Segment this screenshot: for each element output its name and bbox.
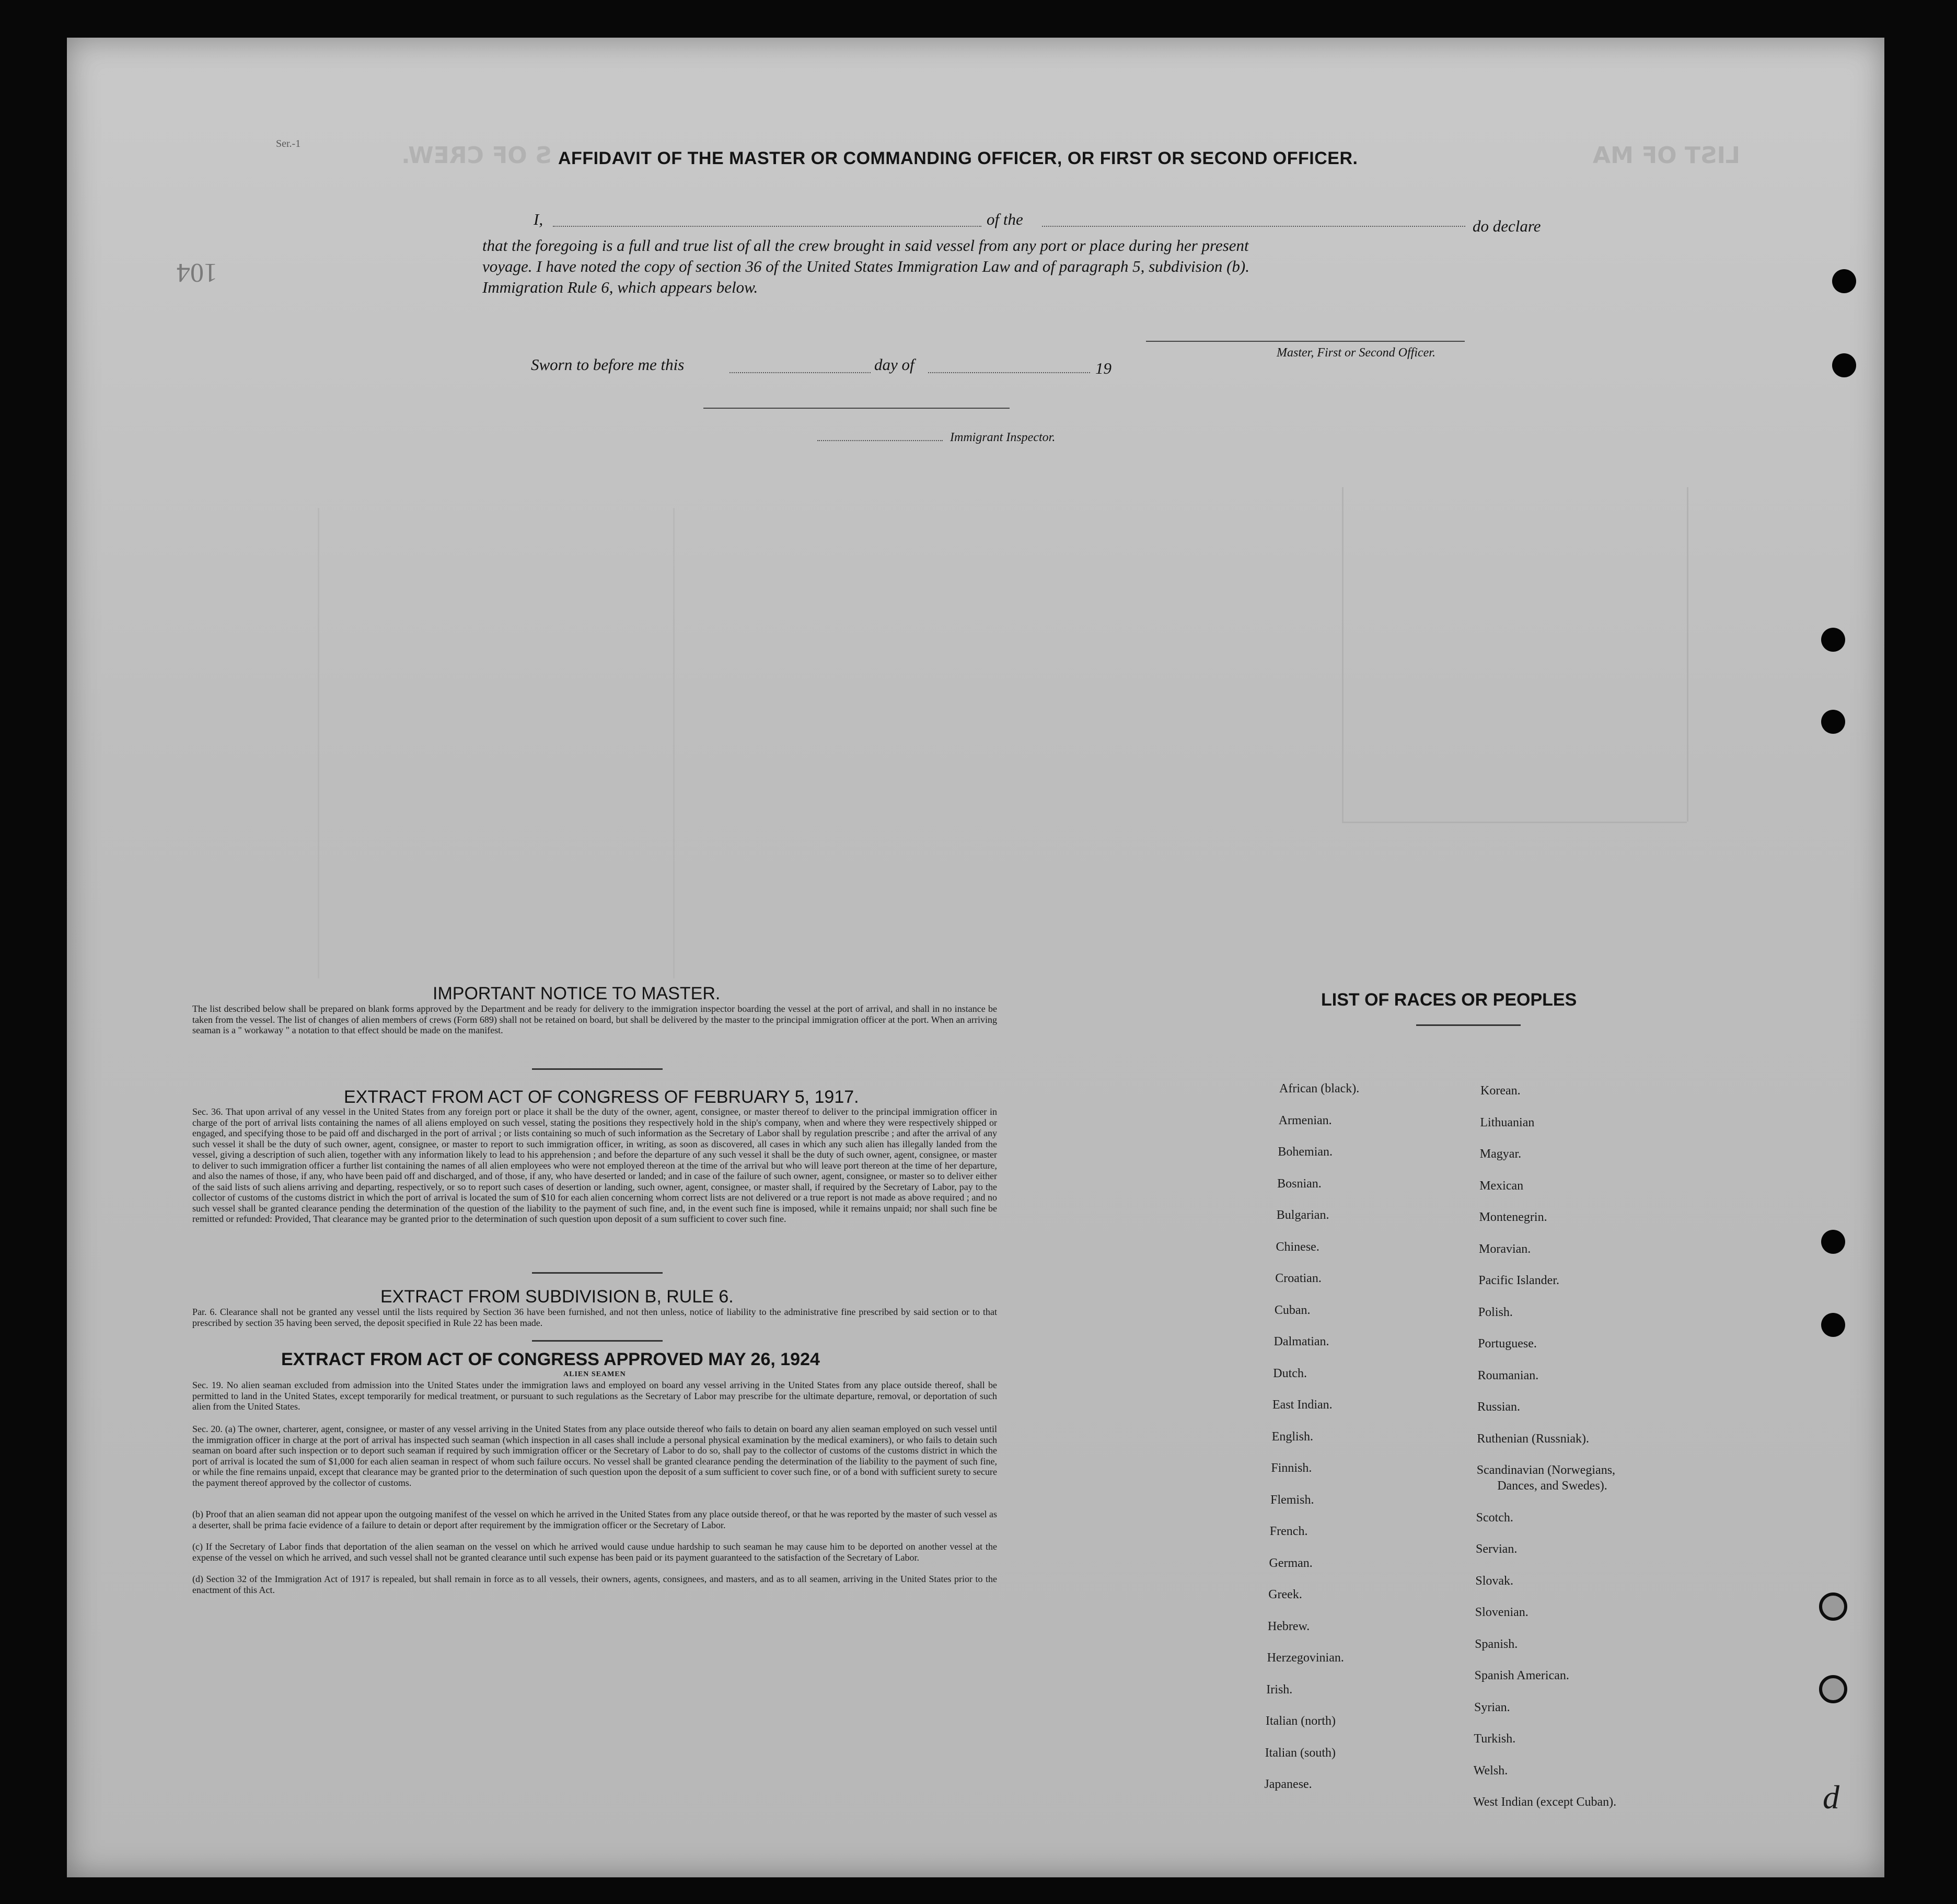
race-left-item: Japanese.: [1264, 1778, 1312, 1791]
race-right-item: Turkish.: [1474, 1732, 1516, 1746]
binder-hole-2: [1832, 353, 1856, 377]
race-right-item: Russian.: [1477, 1400, 1521, 1414]
race-right-item: Dances, and Swedes).: [1497, 1479, 1607, 1493]
race-left-item: Finnish.: [1271, 1461, 1312, 1475]
race-right-item: Scandinavian (Norwegians,: [1476, 1463, 1616, 1477]
race-left-item: Bohemian.: [1278, 1145, 1333, 1159]
extract-1924-sec20d: (d) Section 32 of the Immigration Act of 1917 is repealed, but shall remain in force as to all vessels, their owners, agents, consignees, and masters, and as to all seamen, arriving in the United States prior to the enactment of this Act.: [192, 1574, 997, 1595]
affidavit-statement-line2: voyage. I have noted the copy of section 36 of the United States Immigration Law and of paragraph 5, subdivision (b).: [482, 257, 1249, 275]
race-right-item: Magyar.: [1479, 1147, 1522, 1161]
notice-divider: [532, 1068, 663, 1070]
race-left-item: French.: [1269, 1525, 1308, 1538]
sworn-day-field[interactable]: [729, 372, 871, 373]
affidavit-statement-line3: Immigration Rule 6, which appears below.: [482, 278, 758, 296]
master-signature-line[interactable]: [1146, 341, 1465, 342]
extract-1924-sec20b: (b) Proof that an alien seaman did not appear upon the outgoing manifest of the vessel on which he arrived in the United States from any place outside thereof, or that he was reported by the master of such vessel as a deserter, shall be prima facie evidence of a failure to detain or deport after requirement by the immigration officer or the Secretary of Labor.: [192, 1509, 997, 1530]
binder-hole-3: [1821, 628, 1845, 652]
race-right-item: Slovenian.: [1475, 1606, 1528, 1619]
race-right-item: Syrian.: [1474, 1700, 1510, 1714]
race-right-item: Pacific Islander.: [1478, 1274, 1559, 1287]
bleed-through-rule-5: [673, 508, 675, 978]
race-right-item: Slovak.: [1475, 1574, 1514, 1588]
race-left-item: African (black).: [1279, 1082, 1360, 1095]
race-left-item: Dalmatian.: [1273, 1335, 1329, 1348]
affidavit-of-the: of the: [987, 210, 1023, 228]
bleed-through-rule-4: [318, 508, 319, 978]
affidavit-name-field[interactable]: [553, 226, 981, 227]
race-right-item: Servian.: [1476, 1542, 1518, 1556]
extract-1924-subheading: ALIEN SEAMEN: [563, 1370, 626, 1378]
binder-hole-6: [1821, 1313, 1845, 1337]
sworn-year-prefix: 19: [1095, 359, 1111, 377]
race-left-item: Hebrew.: [1267, 1619, 1310, 1633]
race-left-item: Bulgarian.: [1276, 1208, 1329, 1222]
race-right-item: Polish.: [1478, 1305, 1513, 1319]
extract-1924-sec20c: (c) If the Secretary of Labor finds that deportation of the alien seaman on the vessel on which he arrived would cause undue hardship to such seaman he may cause him to be deported on another vessel at the expense of the vessel on which he arrived, and such vessel shall not be granted clearance until such expense has been paid or its payment guaranteed to the satisfaction of the Secretary of Labor.: [192, 1541, 997, 1563]
sworn-text: Sworn to before me this: [531, 355, 685, 374]
bottom-right-handwritten-mark: d: [1823, 1779, 1839, 1816]
race-right-item: Scotch.: [1476, 1510, 1513, 1525]
race-right-item: Korean.: [1480, 1084, 1521, 1098]
race-right-item: Spanish American.: [1474, 1669, 1569, 1682]
race-left-item: Flemish.: [1270, 1493, 1314, 1507]
race-right-item: Portuguese.: [1478, 1337, 1537, 1351]
affidavit-statement-line1: that the foregoing is a full and true list of all the crew brought in said vessel from any port or place during her present: [482, 236, 1249, 255]
race-right-item: Welsh.: [1473, 1763, 1508, 1778]
affidavit-vessel-field[interactable]: [1042, 226, 1465, 227]
race-left-item: Croatian.: [1275, 1272, 1322, 1285]
race-left-item: English.: [1271, 1429, 1314, 1444]
inspector-signature-line[interactable]: [703, 408, 1010, 409]
affidavit-heading: AFFIDAVIT OF THE MASTER OR COMMANDING OFFICER, OR FIRST OR SECOND OFFICER.: [558, 148, 1358, 168]
race-left-item: Dutch.: [1273, 1366, 1307, 1380]
corner-mark: Ser.-1: [276, 138, 301, 149]
inspector-label: Immigrant Inspector.: [950, 431, 1056, 444]
sworn-month-field[interactable]: [928, 372, 1090, 373]
bleed-through-heading-2: S OF CREW.: [401, 142, 552, 169]
extract-rule6-heading: EXTRACT FROM SUBDIVISION B, RULE 6.: [380, 1287, 734, 1307]
race-left-item: Bosnian.: [1277, 1176, 1322, 1191]
affidavit-do-declare: do declare: [1473, 217, 1541, 235]
inspector-dotted-line: [817, 440, 943, 441]
extract-1924-sec20a: Sec. 20. (a) The owner, charterer, agent, consignee, or master of any vessel arriving in the United States from any place outside thereof who fails to detain on board any alien seaman employed on such vessel until the immigration officer in charge at the port of arrival has inspected such seaman (which inspection in all cases shall include a personal physical examination by the medical examiners), or who fails to detain such seaman on board after such inspection or to deport such seaman if required by such immigration officer or the Secretary of Labor to do so, shall pay to the collector of customs of the customs district in which the port of arrival is located the sum of $1,000 for each alien seaman in respect of whom such failure occurs. No vessel shall be granted clearance pending the determination of the liability to the payment of such fine, or while the fine remains unpaid, except that clearance may be granted prior to the determination of such question upon the deposit of a sum sufficient to cover such fine, or of a bond with sufficient surety to secure the payment thereof approved by the collector of customs.: [192, 1424, 997, 1488]
race-right-item: Montenegrin.: [1479, 1210, 1547, 1224]
race-left-item: Chinese.: [1276, 1240, 1319, 1254]
bleed-through-rule-3: [1342, 822, 1687, 823]
race-right-item: Spanish.: [1475, 1637, 1518, 1651]
binder-hole-5: [1821, 1230, 1845, 1254]
races-heading: LIST OF RACES OR PEOPLES: [1321, 990, 1577, 1010]
race-right-item: Ruthenian (Russniak).: [1477, 1432, 1590, 1446]
document-page: [67, 38, 1884, 1877]
bleed-through-rule-2: [1342, 487, 1344, 822]
affidavit-line-i: I,: [534, 210, 543, 228]
extract-1917-heading: EXTRACT FROM ACT OF CONGRESS OF FEBRUARY 5, 1917.: [344, 1087, 859, 1107]
binder-hole-1: [1832, 269, 1856, 293]
race-left-item: Italian (south): [1265, 1746, 1336, 1760]
binder-hole-4: [1821, 710, 1845, 734]
race-right-item: Lithuanian: [1480, 1115, 1535, 1129]
extract-1924-heading: EXTRACT FROM ACT OF CONGRESS APPROVED MAY 26, 1924: [281, 1349, 820, 1369]
binder-hole-8: [1819, 1675, 1847, 1703]
extract-1924-sec19: Sec. 19. No alien seaman excluded from admission into the United States under the immigration laws and employed on board any vessel arriving in the United States from any place outside thereof, shall be permitted to land in the United States, except temporarily for medical treatment, or pursuant to such regulations as the Secretary of Labor may prescribe for the ultimate departure, removal, or deportation of such alien from the United States.: [192, 1380, 997, 1412]
master-signature-label: Master, First or Second Officer.: [1277, 346, 1435, 360]
races-divider: [1416, 1024, 1521, 1026]
extract-rule6-divider: [532, 1340, 663, 1342]
sworn-day-of: day of: [874, 355, 914, 374]
race-left-item: Cuban.: [1274, 1303, 1311, 1317]
race-right-item: Mexican: [1479, 1179, 1524, 1193]
notice-body: The list described below shall be prepared on blank forms approved by the Department and be ready for delivery to the immigration inspector boarding the vessel at the port of arrival, and shall in no instance be taken from the vessel. The list of changes of alien members of crews (Form 689) shall not be retained on board, but shall be delivered by the master to the principal immigration officer at the port. When an arriving seaman is a " workaway " a notation to that effect should be made on the manifest.: [192, 1003, 997, 1035]
binder-hole-7: [1819, 1593, 1847, 1621]
bleed-through-heading: LIST OF MA: [1593, 142, 1741, 169]
race-right-item: West Indian (except Cuban).: [1473, 1795, 1617, 1809]
race-left-item: Irish.: [1266, 1682, 1293, 1697]
extract-1917-body: Sec. 36. That upon arrival of any vessel in the United States from any foreign port or place it shall be the duty of the owner, agent, consignee, or master thereof to deliver to the principal immigration officer in charge of the port of arrival lists containing the names of all aliens employed on such vessel, stating the positions they respectively hold in the ship's company, when and where they were respectively shipped or engaged, and specifying those to be paid off and discharged in the port of arrival ; or lists containing so much of such information as the Secretary of Labor shall by regulation prescribe ; and after the arrival of any such vessel it shall be the duty of such owner, agent, consignee, or master to report to such immigration officer, in writing, as soon as discovered, all cases in which any such alien has illegally landed from the vessel, giving a description of such alien, together with any information likely to lead to his apprehension ; and before the departure of any such vessel it shall be the duty of such owner, agent, consignee, or master to deliver to such immigration officer a further list containing the names of all alien employees who were not employed thereon at the time of the arrival but who will leave port thereon at the time of her departure, and also the names of those, if any, who have been paid off and discharged, and of those, if any, who have deserted or landed; and in case of the failure of such owner, agent, consignee, or master so to deliver either of the said lists of such aliens arriving and departing, respectively, or so to report such cases of desertion or landing, such owner, agent, consignee, or master shall, if required by the Secretary of Labor, pay to the collector of customs of the customs district in which the port of arrival is located the sum of $10 for each alien concerning whom correct lists are not delivered or a true report is not made as above required ; and no such vessel shall be granted clearance pending the determination of the question of the liability to the payment of such fine, and, in the event such fine is imposed, while it remains unpaid; nor shall such fine be remitted or refunded: Provided, That clearance may be granted prior to the determination of such question upon deposit of a sum sufficient to cover such fine.: [192, 1106, 997, 1224]
extract-1917-divider: [532, 1272, 663, 1274]
race-right-item: Moravian.: [1479, 1242, 1531, 1256]
race-left-item: East Indian.: [1272, 1398, 1333, 1412]
race-left-item: Herzegovinian.: [1267, 1651, 1344, 1665]
notice-heading: IMPORTANT NOTICE TO MASTER.: [433, 984, 721, 1003]
race-right-item: Roumanian.: [1477, 1368, 1539, 1382]
race-left-item: Armenian.: [1278, 1113, 1332, 1127]
page-number-left: 104: [177, 258, 217, 287]
extract-rule6-body: Par. 6. Clearance shall not be granted any vessel until the lists required by Section 36 have been furnished, and not then unless, notice of liability to the administrative fine prescribed by said section or to that prescribed by section 35 having been served, the deposit specified in Rule 22 has been made.: [192, 1307, 997, 1328]
race-left-item: Italian (north): [1266, 1714, 1336, 1728]
bleed-through-rule: [1687, 487, 1688, 822]
race-left-item: German.: [1269, 1556, 1313, 1570]
race-left-item: Greek.: [1268, 1588, 1302, 1601]
